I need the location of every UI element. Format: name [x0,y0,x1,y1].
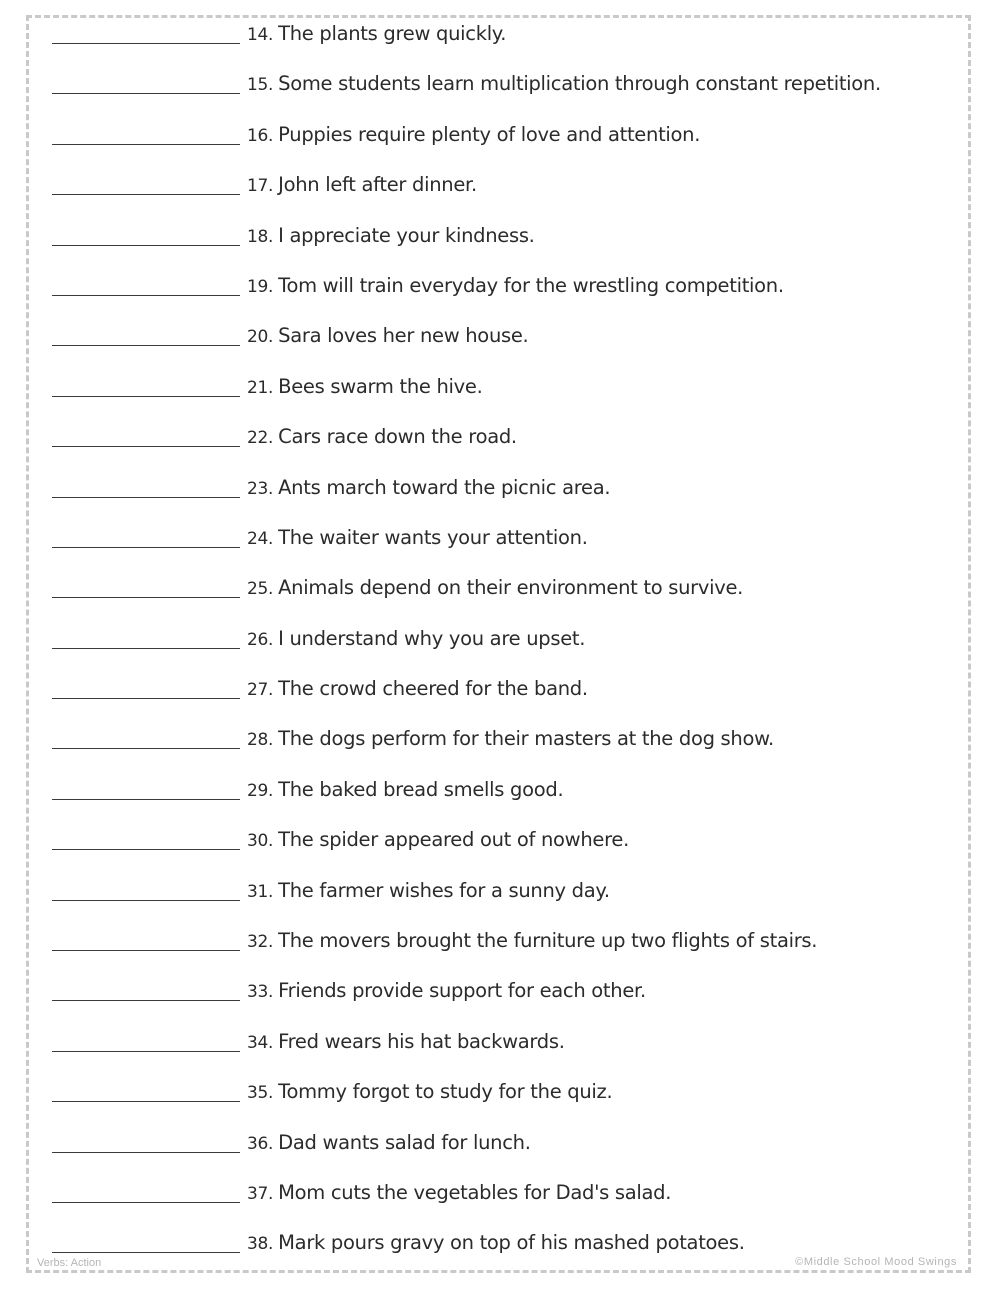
question-sentence: Bees swarm the hive. [278,374,483,398]
question-text [247,979,646,1002]
answer-blank[interactable] [52,597,240,598]
answer-blank[interactable] [52,1152,240,1153]
worksheet-row [0,967,1000,1017]
worksheet [0,10,1000,1270]
answer-blank[interactable] [52,900,240,901]
question-number: 24. [247,528,274,549]
answer-blank[interactable] [52,245,240,246]
question-sentence: Sara loves her new house. [278,324,529,348]
question-text [247,1030,565,1053]
worksheet-row [0,363,1000,413]
answer-blank[interactable] [52,1051,240,1052]
question-sentence: The farmer wishes for a sunny day. [278,878,610,902]
worksheet-row [0,867,1000,917]
answer-blank[interactable] [52,1000,240,1001]
question-sentence: I understand why you are upset. [278,626,586,650]
question-sentence: The dogs perform for their masters at the dog show. [278,727,774,751]
worksheet-row [0,161,1000,211]
question-text [247,72,881,95]
question-number: 15. [247,75,274,96]
question-text [247,526,588,549]
question-number: 21. [247,377,274,398]
answer-blank[interactable] [52,799,240,800]
question-number: 17. [247,176,274,197]
question-sentence: Fred wears his hat backwards. [278,1029,565,1053]
question-number: 27. [247,680,274,701]
question-text [247,576,743,599]
question-sentence: The waiter wants your attention. [278,525,588,549]
question-text [247,778,563,801]
answer-blank[interactable] [52,144,240,145]
question-sentence: The crowd cheered for the band. [278,677,588,701]
question-number: 23. [247,478,274,499]
question-number: 30. [247,831,274,852]
question-sentence: Ants march toward the picnic area. [278,475,611,499]
question-sentence: Puppies require plenty of love and attention. [278,122,701,146]
question-number: 28. [247,730,274,751]
question-number: 34. [247,1032,274,1053]
footer-topic-label: Verbs: Action [37,1257,102,1269]
question-number: 22. [247,428,274,449]
question-text [247,1080,612,1103]
worksheet-row [0,262,1000,312]
worksheet-row [0,60,1000,110]
question-sentence: The movers brought the furniture up two flights of stairs. [278,929,818,953]
question-text [247,224,535,247]
question-text [247,828,629,851]
worksheet-row [0,564,1000,614]
question-number: 19. [247,276,274,297]
question-sentence: Cars race down the road. [278,425,517,449]
question-text [247,879,610,902]
question-sentence: I appreciate your kindness. [278,223,535,247]
answer-blank[interactable] [52,396,240,397]
answer-blank[interactable] [52,345,240,346]
question-text [247,324,528,347]
question-text [247,1231,745,1254]
question-text [247,173,477,196]
question-text [247,627,585,650]
question-text [247,1181,671,1204]
question-sentence: The baked bread smells good. [278,777,564,801]
worksheet-row [0,413,1000,463]
worksheet-row [0,766,1000,816]
question-number: 33. [247,982,274,1003]
question-text [247,123,700,146]
answer-blank[interactable] [52,748,240,749]
question-number: 31. [247,881,274,902]
question-number: 16. [247,125,274,146]
answer-blank[interactable] [52,698,240,699]
worksheet-row [0,111,1000,161]
question-sentence: Animals depend on their environment to survive. [278,576,744,600]
answer-blank[interactable] [52,93,240,94]
answer-blank[interactable] [52,295,240,296]
worksheet-row [0,464,1000,514]
worksheet-row [0,715,1000,765]
worksheet-row [0,1119,1000,1169]
question-text [247,727,774,750]
answer-blank[interactable] [52,1101,240,1102]
answer-blank[interactable] [52,950,240,951]
question-number: 32. [247,932,274,953]
worksheet-row [0,514,1000,564]
question-sentence: The plants grew quickly. [278,22,507,45]
answer-blank[interactable] [52,497,240,498]
answer-blank[interactable] [52,446,240,447]
worksheet-row [0,615,1000,665]
question-number: 37. [247,1183,274,1204]
answer-blank[interactable] [52,547,240,548]
worksheet-row [0,10,1000,60]
question-text [247,476,610,499]
question-number: 25. [247,579,274,600]
answer-blank[interactable] [52,43,240,44]
answer-blank[interactable] [52,1252,240,1253]
question-sentence: Mom cuts the vegetables for Dad's salad. [278,1180,672,1204]
answer-blank[interactable] [52,849,240,850]
question-number: 35. [247,1083,274,1104]
question-number: 36. [247,1133,274,1154]
question-text [247,22,506,45]
question-sentence: Some students learn multiplication through constant repetition. [278,72,881,96]
question-number: 29. [247,780,274,801]
answer-blank[interactable] [52,648,240,649]
question-sentence: Dad wants salad for lunch. [278,1130,531,1154]
worksheet-row [0,1169,1000,1219]
question-sentence: Friends provide support for each other. [278,979,646,1003]
question-text [247,1131,531,1154]
worksheet-row [0,917,1000,967]
question-text [247,375,483,398]
answer-blank[interactable] [52,194,240,195]
worksheet-row [0,816,1000,866]
question-number: 18. [247,226,274,247]
worksheet-row [0,1018,1000,1068]
question-text [247,425,517,448]
question-text [247,274,784,297]
question-sentence: Mark pours gravy on top of his mashed potatoes. [278,1231,745,1255]
worksheet-row [0,665,1000,715]
worksheet-row [0,312,1000,362]
question-text [247,677,588,700]
question-sentence: Tommy forgot to study for the quiz. [278,1080,613,1104]
question-number: 20. [247,327,274,348]
worksheet-row [0,212,1000,262]
question-number: 26. [247,629,274,650]
question-text [247,929,817,952]
answer-blank[interactable] [52,1202,240,1203]
question-sentence: Tom will train everyday for the wrestling competition. [278,273,784,297]
question-sentence: John left after dinner. [278,173,477,197]
question-number: 14. [247,25,274,45]
worksheet-row [0,1068,1000,1118]
question-sentence: The spider appeared out of nowhere. [278,828,629,852]
footer-copyright: ©Middle School Mood Swings [795,1256,957,1268]
question-number: 38. [247,1234,274,1255]
